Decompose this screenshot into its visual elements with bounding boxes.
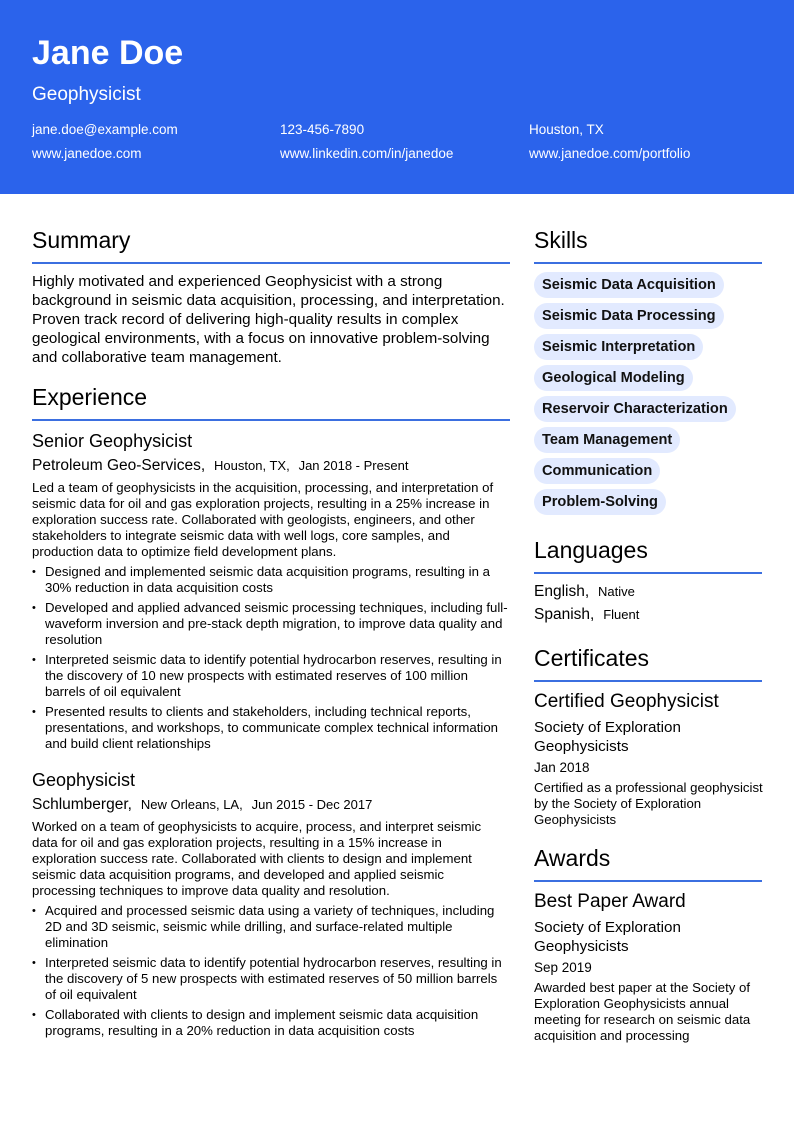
skills-heading: Skills <box>534 227 588 253</box>
list-item: • Acquired and processed seismic data using a variety of techniques, including 2D and 3D seismic, seismic while drilling, and surface-related multiple elimination <box>32 903 508 951</box>
candidate-title: Geophysicist <box>32 84 141 105</box>
contact-portfolio[interactable]: www.janedoe.com/portfolio <box>529 146 691 161</box>
summary-divider <box>32 262 510 264</box>
job-company: Schlumberger, <box>32 796 132 813</box>
job-description: Led a team of geophysicists in the acquisition, processing, and interpretation of seismic data for oil and gas exploration projects, resulting in a 25% increase in exploration success rate. Collaborated with geologists, engineers, and other stakeholders to integrate seismic data with well logs, core samples, and production data to optimize field development plans. <box>32 480 494 559</box>
summary-heading: Summary <box>32 227 131 253</box>
certificate-date: Jan 2018 <box>534 760 590 775</box>
award-date: Sep 2019 <box>534 960 592 975</box>
job-bullets <box>32 564 508 756</box>
awards-heading: Awards <box>534 845 611 871</box>
skill-tag: Seismic Data Processing <box>534 303 724 329</box>
list-item: • Collaborated with clients to design and implement seismic data acquisition programs, resulting in a 20% reduction in data acquisition costs <box>32 1007 508 1039</box>
skill-tag: Problem-Solving <box>534 489 666 515</box>
resume-header <box>0 0 794 194</box>
job-bullets <box>32 903 508 1043</box>
language-item <box>534 605 639 625</box>
award-title: Best Paper Award <box>534 891 686 912</box>
skill-tag: Geological Modeling <box>534 365 693 391</box>
awards-divider <box>534 880 762 882</box>
candidate-name: Jane Doe <box>32 34 184 72</box>
language-level: Fluent <box>603 607 640 622</box>
languages-heading: Languages <box>534 537 648 563</box>
award-description: Awarded best paper at the Society of Exploration Geophysicists annual meeting for research on seismic data acquisition and processing <box>534 980 751 1043</box>
job-meta <box>32 457 408 475</box>
award-issuer: Society of Exploration Geophysicists <box>534 919 681 955</box>
list-item: • Designed and implemented seismic data acquisition programs, resulting in a 30% reduction in data acquisition costs <box>32 564 508 596</box>
language-level: Native <box>598 584 635 599</box>
job-description: Worked on a team of geophysicists to acquire, process, and interpret seismic data for oil and gas exploration projects, resulting in a 15% increase in exploration success rate. Collaborated with clients to design and implement seismic data acquisition programs, and developed and applied seismic processing techniques to improve data quality and resolution. <box>32 819 482 898</box>
certificate-description: Certified as a professional geophysicist by the Society of Exploration Geophysicists <box>534 780 763 827</box>
list-item: • Presented results to clients and stakeholders, including technical reports, presentations, and workshops, to communicate complex technical information and build client relationships <box>32 704 508 752</box>
skills-divider <box>534 262 762 264</box>
job-meta <box>32 796 372 814</box>
language-name: Spanish, <box>534 606 595 623</box>
contact-phone[interactable]: 123-456-7890 <box>280 122 365 137</box>
job-title: Geophysicist <box>32 770 136 790</box>
experience-divider <box>32 419 510 421</box>
job-location: New Orleans, LA, <box>140 797 243 812</box>
skill-tag: Communication <box>534 458 660 484</box>
job-title: Senior Geophysicist <box>32 431 193 451</box>
list-item: • Interpreted seismic data to identify potential hydrocarbon reserves, resulting in the discovery of 5 new prospects with estimated reserves of 50 million barrels of oil equivalent <box>32 955 508 1003</box>
job-company: Petroleum Geo-Services, <box>32 457 206 474</box>
experience-heading: Experience <box>32 384 148 410</box>
skill-tag: Team Management <box>534 427 680 453</box>
languages-divider <box>534 572 762 574</box>
skill-tag: Reservoir Characterization <box>534 396 736 422</box>
certificates-heading: Certificates <box>534 645 650 671</box>
list-item: • Developed and applied advanced seismic processing techniques, including full-waveform inversion and pre-stack depth migration, to improve data quality and resolution <box>32 600 508 648</box>
contact-linkedin[interactable]: www.linkedin.com/in/janedoe <box>280 146 454 161</box>
skill-tag: Seismic Interpretation <box>534 334 703 360</box>
job-location: Houston, TX, <box>214 458 290 473</box>
list-item: • Interpreted seismic data to identify potential hydrocarbon reserves, resulting in the discovery of 10 new prospects with estimated reserves of 100 million barrels of oil equivalent <box>32 652 508 700</box>
contact-website[interactable]: www.janedoe.com <box>32 146 142 161</box>
summary-text: Highly motivated and experienced Geophysicist with a strong background in seismic data acquisition, processing, and interpretation. Proven track record of delivering high-quality results in complex geological environments, with a focus on innovative problem-solving and collaborative team management. <box>32 273 505 366</box>
certificate-title: Certified Geophysicist <box>534 691 719 712</box>
certificates-divider <box>534 680 762 682</box>
skill-tag: Seismic Data Acquisition <box>534 272 724 298</box>
certificate-issuer: Society of Exploration Geophysicists <box>534 719 681 755</box>
job-dates: Jan 2018 - Present <box>298 458 409 473</box>
contact-location: Houston, TX <box>529 122 604 137</box>
job-dates: Jun 2015 - Dec 2017 <box>251 797 373 812</box>
language-item <box>534 582 635 602</box>
contact-email[interactable]: jane.doe@example.com <box>32 122 178 137</box>
language-name: English, <box>534 583 590 600</box>
